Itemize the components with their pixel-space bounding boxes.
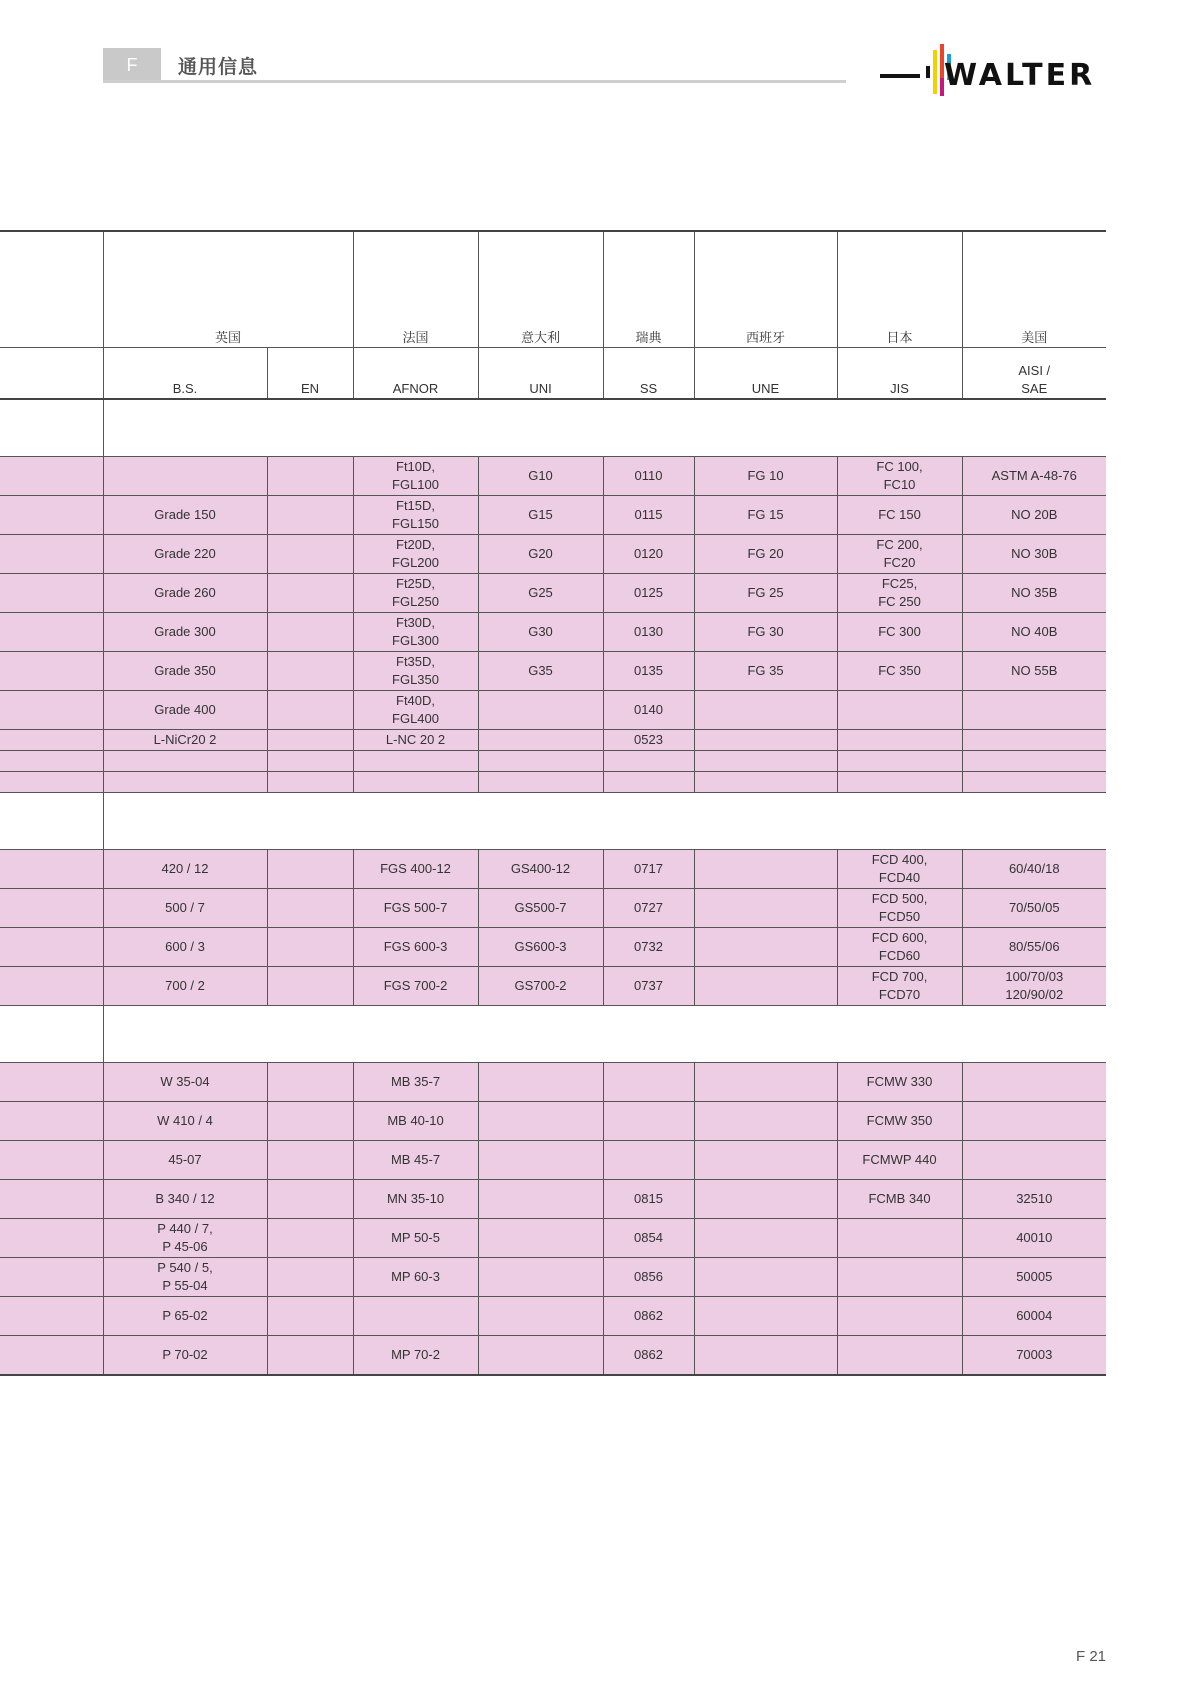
- material-cell: [0, 730, 103, 751]
- table-cell: [694, 1063, 837, 1102]
- table-cell: [267, 1141, 353, 1180]
- table-cell: G15: [478, 496, 603, 535]
- material-cell: [0, 928, 103, 967]
- table-cell: W 410 / 4: [103, 1102, 267, 1141]
- table-cell: Ft10D, FGL100: [353, 457, 478, 496]
- table-cell: [694, 967, 837, 1006]
- section-label-cell: [0, 793, 103, 850]
- table-cell: [694, 1297, 837, 1336]
- table-cell: [694, 1141, 837, 1180]
- table-cell: NO 40B: [962, 613, 1106, 652]
- table-cell: FCMW 330: [837, 1063, 962, 1102]
- table-cell: [837, 691, 962, 730]
- table-row: [0, 967, 1106, 1006]
- table-cell: G35: [478, 652, 603, 691]
- table-cell: Grade 400: [103, 691, 267, 730]
- standard-header-ss: SS: [603, 348, 694, 400]
- table-cell: [837, 1219, 962, 1258]
- table-cell: P 540 / 5, P 55-04: [103, 1258, 267, 1297]
- material-cell: [0, 889, 103, 928]
- table-cell: [478, 1063, 603, 1102]
- table-cell: [478, 1258, 603, 1297]
- standard-header-uni: UNI: [478, 348, 603, 400]
- table-cell: [962, 751, 1106, 772]
- table-cell: FGS 500-7: [353, 889, 478, 928]
- table-row: [0, 1141, 1106, 1180]
- page-title: 通用信息: [178, 57, 259, 78]
- table-cell: 60/40/18: [962, 850, 1106, 889]
- table-cell: [267, 772, 353, 793]
- table-cell: Ft20D, FGL200: [353, 535, 478, 574]
- table-cell: FG 15: [694, 496, 837, 535]
- table-cell: [837, 1336, 962, 1376]
- table-cell: [267, 1219, 353, 1258]
- table-cell: [837, 1297, 962, 1336]
- table-row: [0, 928, 1106, 967]
- table-cell: B 340 / 12: [103, 1180, 267, 1219]
- table-cell: 40010: [962, 1219, 1106, 1258]
- table-cell: [694, 889, 837, 928]
- table-cell: [478, 1141, 603, 1180]
- table-cell: FCD 600, FCD60: [837, 928, 962, 967]
- table-cell: [694, 928, 837, 967]
- table-cell: MB 35-7: [353, 1063, 478, 1102]
- table-row: [0, 574, 1106, 613]
- table-cell: 50005: [962, 1258, 1106, 1297]
- table-cell: Grade 300: [103, 613, 267, 652]
- table-cell: 0732: [603, 928, 694, 967]
- table-cell: L-NiCr20 2: [103, 730, 267, 751]
- table-cell: [267, 691, 353, 730]
- table-cell: 32510: [962, 1180, 1106, 1219]
- table-row: [0, 730, 1106, 751]
- logo-text: WALTER: [944, 58, 1096, 93]
- table-cell: 45-07: [103, 1141, 267, 1180]
- table-cell: Grade 220: [103, 535, 267, 574]
- material-cell: [0, 1219, 103, 1258]
- table-cell: W 35-04: [103, 1063, 267, 1102]
- material-cell: [0, 574, 103, 613]
- table-cell: [103, 457, 267, 496]
- table-row: [0, 613, 1106, 652]
- table-cell: [267, 613, 353, 652]
- table-cell: [267, 496, 353, 535]
- table-cell: [694, 850, 837, 889]
- table-cell: [267, 457, 353, 496]
- table-cell: 80/55/06: [962, 928, 1106, 967]
- table-cell: FG 35: [694, 652, 837, 691]
- table-cell: [353, 772, 478, 793]
- table-row: [0, 1219, 1106, 1258]
- table-cell: [962, 691, 1106, 730]
- table-cell: [267, 574, 353, 613]
- table-cell: [603, 772, 694, 793]
- table-cell: GS400-12: [478, 850, 603, 889]
- header-divider: [103, 80, 846, 83]
- table-cell: [837, 751, 962, 772]
- table-cell: 0717: [603, 850, 694, 889]
- table-cell: MP 70-2: [353, 1336, 478, 1376]
- table-cell: [962, 772, 1106, 793]
- table-cell: [267, 1336, 353, 1376]
- table-cell: [694, 1336, 837, 1376]
- table-cell: [103, 751, 267, 772]
- material-cell: [0, 1180, 103, 1219]
- table-cell: [962, 1063, 1106, 1102]
- table-cell: FCMWP 440: [837, 1141, 962, 1180]
- standard-header-row: [0, 348, 1106, 400]
- material-cell: [0, 691, 103, 730]
- table-cell: [353, 751, 478, 772]
- table-cell: [478, 730, 603, 751]
- table-cell: 0523: [603, 730, 694, 751]
- table-cell: FGS 400-12: [353, 850, 478, 889]
- table-cell: [267, 850, 353, 889]
- table-cell: FCD 400, FCD40: [837, 850, 962, 889]
- table-cell: 0854: [603, 1219, 694, 1258]
- table-cell: P 65-02: [103, 1297, 267, 1336]
- table-cell: G10: [478, 457, 603, 496]
- material-cell: [0, 496, 103, 535]
- country-header-it: 意大利: [478, 231, 603, 348]
- material-cell: [0, 652, 103, 691]
- material-comparison-table: [0, 230, 1106, 1376]
- table-cell: 0135: [603, 652, 694, 691]
- section-divider-row: [0, 399, 1106, 457]
- table-cell: G20: [478, 535, 603, 574]
- blank-header-cell: [0, 231, 103, 348]
- table-cell: [267, 1180, 353, 1219]
- table-cell: [694, 730, 837, 751]
- table-cell: MB 45-7: [353, 1141, 478, 1180]
- table-cell: Ft15D, FGL150: [353, 496, 478, 535]
- section-label-cell: [0, 399, 103, 457]
- table-cell: NO 30B: [962, 535, 1106, 574]
- material-cell: [0, 1141, 103, 1180]
- table-cell: [694, 1219, 837, 1258]
- table-cell: FC 350: [837, 652, 962, 691]
- material-cell: [0, 457, 103, 496]
- table-cell: [694, 1102, 837, 1141]
- table-cell: 600 / 3: [103, 928, 267, 967]
- table-cell: MP 60-3: [353, 1258, 478, 1297]
- table-cell: [267, 730, 353, 751]
- table-cell: ASTM A-48-76: [962, 457, 1106, 496]
- table-cell: FG 10: [694, 457, 837, 496]
- table-cell: [267, 1063, 353, 1102]
- table-cell: FC 200, FC20: [837, 535, 962, 574]
- table-cell: [603, 1102, 694, 1141]
- table-row: [0, 751, 1106, 772]
- table-cell: [267, 889, 353, 928]
- table-cell: MB 40-10: [353, 1102, 478, 1141]
- section-label-cell: [0, 1006, 103, 1063]
- table-cell: [267, 967, 353, 1006]
- table-cell: 0737: [603, 967, 694, 1006]
- page-number: F 21: [1076, 1648, 1107, 1665]
- material-cell: [0, 967, 103, 1006]
- table-cell: 0815: [603, 1180, 694, 1219]
- table-cell: 0130: [603, 613, 694, 652]
- table-cell: Grade 260: [103, 574, 267, 613]
- material-cell: [0, 772, 103, 793]
- standard-header-bs: B.S.: [103, 348, 267, 400]
- table-cell: [478, 1102, 603, 1141]
- standard-header-afnor: AFNOR: [353, 348, 478, 400]
- material-cell: [0, 1297, 103, 1336]
- table-cell: Ft40D, FGL400: [353, 691, 478, 730]
- table-cell: FC 100, FC10: [837, 457, 962, 496]
- table-cell: Grade 150: [103, 496, 267, 535]
- section-spacer-cell: [103, 793, 1106, 850]
- country-header-fr: 法国: [353, 231, 478, 348]
- table-row: [0, 496, 1106, 535]
- table-cell: [267, 1102, 353, 1141]
- standard-header-une: UNE: [694, 348, 837, 400]
- table-cell: GS700-2: [478, 967, 603, 1006]
- table-cell: [837, 1258, 962, 1297]
- table-cell: 0115: [603, 496, 694, 535]
- table-cell: [267, 535, 353, 574]
- table-cell: [603, 1141, 694, 1180]
- table-cell: G25: [478, 574, 603, 613]
- table-cell: [603, 1063, 694, 1102]
- table-cell: MP 50-5: [353, 1219, 478, 1258]
- table-cell: GS600-3: [478, 928, 603, 967]
- table-cell: [267, 1297, 353, 1336]
- table-cell: P 440 / 7, P 45-06: [103, 1219, 267, 1258]
- table-cell: [603, 751, 694, 772]
- table-cell: [478, 772, 603, 793]
- table-cell: FCMB 340: [837, 1180, 962, 1219]
- table-cell: P 70-02: [103, 1336, 267, 1376]
- table-cell: NO 35B: [962, 574, 1106, 613]
- table-cell: [478, 1336, 603, 1376]
- section-divider-row: [0, 1006, 1106, 1063]
- table-row: [0, 691, 1106, 730]
- table-cell: 420 / 12: [103, 850, 267, 889]
- table-cell: MN 35-10: [353, 1180, 478, 1219]
- table-cell: FG 30: [694, 613, 837, 652]
- table-cell: 60004: [962, 1297, 1106, 1336]
- table-cell: FCD 500, FCD50: [837, 889, 962, 928]
- table-cell: 0140: [603, 691, 694, 730]
- material-cell: [0, 1102, 103, 1141]
- section-divider-row: [0, 793, 1106, 850]
- table-cell: [353, 1297, 478, 1336]
- table-cell: [267, 1258, 353, 1297]
- section-spacer-cell: [103, 399, 1106, 457]
- country-header-row: [0, 231, 1106, 348]
- table-row: [0, 652, 1106, 691]
- table-row: [0, 889, 1106, 928]
- table-body: [0, 399, 1106, 1375]
- table-cell: FG 20: [694, 535, 837, 574]
- table-cell: 700 / 2: [103, 967, 267, 1006]
- section-tab: F: [103, 48, 161, 82]
- table-cell: [267, 652, 353, 691]
- table-row: [0, 1102, 1106, 1141]
- table-cell: [694, 772, 837, 793]
- table-row: [0, 1063, 1106, 1102]
- table-cell: 100/70/03 120/90/02: [962, 967, 1106, 1006]
- material-cell: [0, 535, 103, 574]
- table-row: [0, 1336, 1106, 1376]
- table-cell: [478, 1180, 603, 1219]
- standard-header-aisi-sae: AISI / SAE: [962, 348, 1106, 400]
- table-cell: FGS 600-3: [353, 928, 478, 967]
- table-cell: GS500-7: [478, 889, 603, 928]
- material-cell: [0, 1258, 103, 1297]
- table-cell: Ft35D, FGL350: [353, 652, 478, 691]
- table-cell: [962, 730, 1106, 751]
- material-cell: [0, 1336, 103, 1376]
- table-cell: [103, 772, 267, 793]
- table-cell: FC25, FC 250: [837, 574, 962, 613]
- table-cell: [478, 691, 603, 730]
- material-cell: [0, 751, 103, 772]
- table-cell: Ft25D, FGL250: [353, 574, 478, 613]
- country-header-jp: 日本: [837, 231, 962, 348]
- country-header-uk: 英国: [103, 231, 353, 348]
- table-cell: 0862: [603, 1297, 694, 1336]
- table-cell: [478, 751, 603, 772]
- table-row: [0, 535, 1106, 574]
- table-cell: 0856: [603, 1258, 694, 1297]
- table-cell: [962, 1141, 1106, 1180]
- table-row: [0, 1180, 1106, 1219]
- table-cell: [694, 1258, 837, 1297]
- table-cell: 0120: [603, 535, 694, 574]
- table-row: [0, 457, 1106, 496]
- table-row: [0, 1258, 1106, 1297]
- table-cell: FC 300: [837, 613, 962, 652]
- table-cell: [694, 1180, 837, 1219]
- table-cell: [478, 1297, 603, 1336]
- table-cell: FC 150: [837, 496, 962, 535]
- table-cell: [478, 1219, 603, 1258]
- standard-header-jis: JIS: [837, 348, 962, 400]
- table-cell: [267, 751, 353, 772]
- table-row: [0, 1297, 1106, 1336]
- table-cell: NO 20B: [962, 496, 1106, 535]
- material-cell: [0, 1063, 103, 1102]
- table-cell: 70003: [962, 1336, 1106, 1376]
- table-cell: G30: [478, 613, 603, 652]
- table-cell: Grade 350: [103, 652, 267, 691]
- table-cell: 0727: [603, 889, 694, 928]
- table-cell: 500 / 7: [103, 889, 267, 928]
- material-cell: [0, 850, 103, 889]
- country-header-se: 瑞典: [603, 231, 694, 348]
- table-cell: FGS 700-2: [353, 967, 478, 1006]
- section-spacer-cell: [103, 1006, 1106, 1063]
- table-row: [0, 850, 1106, 889]
- table-cell: 70/50/05: [962, 889, 1106, 928]
- table-cell: 0125: [603, 574, 694, 613]
- table-cell: FG 25: [694, 574, 837, 613]
- table-cell: [694, 751, 837, 772]
- country-header-es: 西班牙: [694, 231, 837, 348]
- table-cell: [694, 691, 837, 730]
- country-header-us: 美国: [962, 231, 1106, 348]
- table-row: [0, 772, 1106, 793]
- table-cell: [837, 772, 962, 793]
- material-cell: [0, 613, 103, 652]
- table-cell: [267, 928, 353, 967]
- standard-header-en: EN: [267, 348, 353, 400]
- table-cell: 0862: [603, 1336, 694, 1376]
- table-cell: [962, 1102, 1106, 1141]
- blank-header-cell: [0, 348, 103, 400]
- table-cell: 0110: [603, 457, 694, 496]
- table-cell: NO 55B: [962, 652, 1106, 691]
- table-cell: Ft30D, FGL300: [353, 613, 478, 652]
- table-cell: FCMW 350: [837, 1102, 962, 1141]
- table-cell: FCD 700, FCD70: [837, 967, 962, 1006]
- table-cell: L-NC 20 2: [353, 730, 478, 751]
- table-cell: [837, 730, 962, 751]
